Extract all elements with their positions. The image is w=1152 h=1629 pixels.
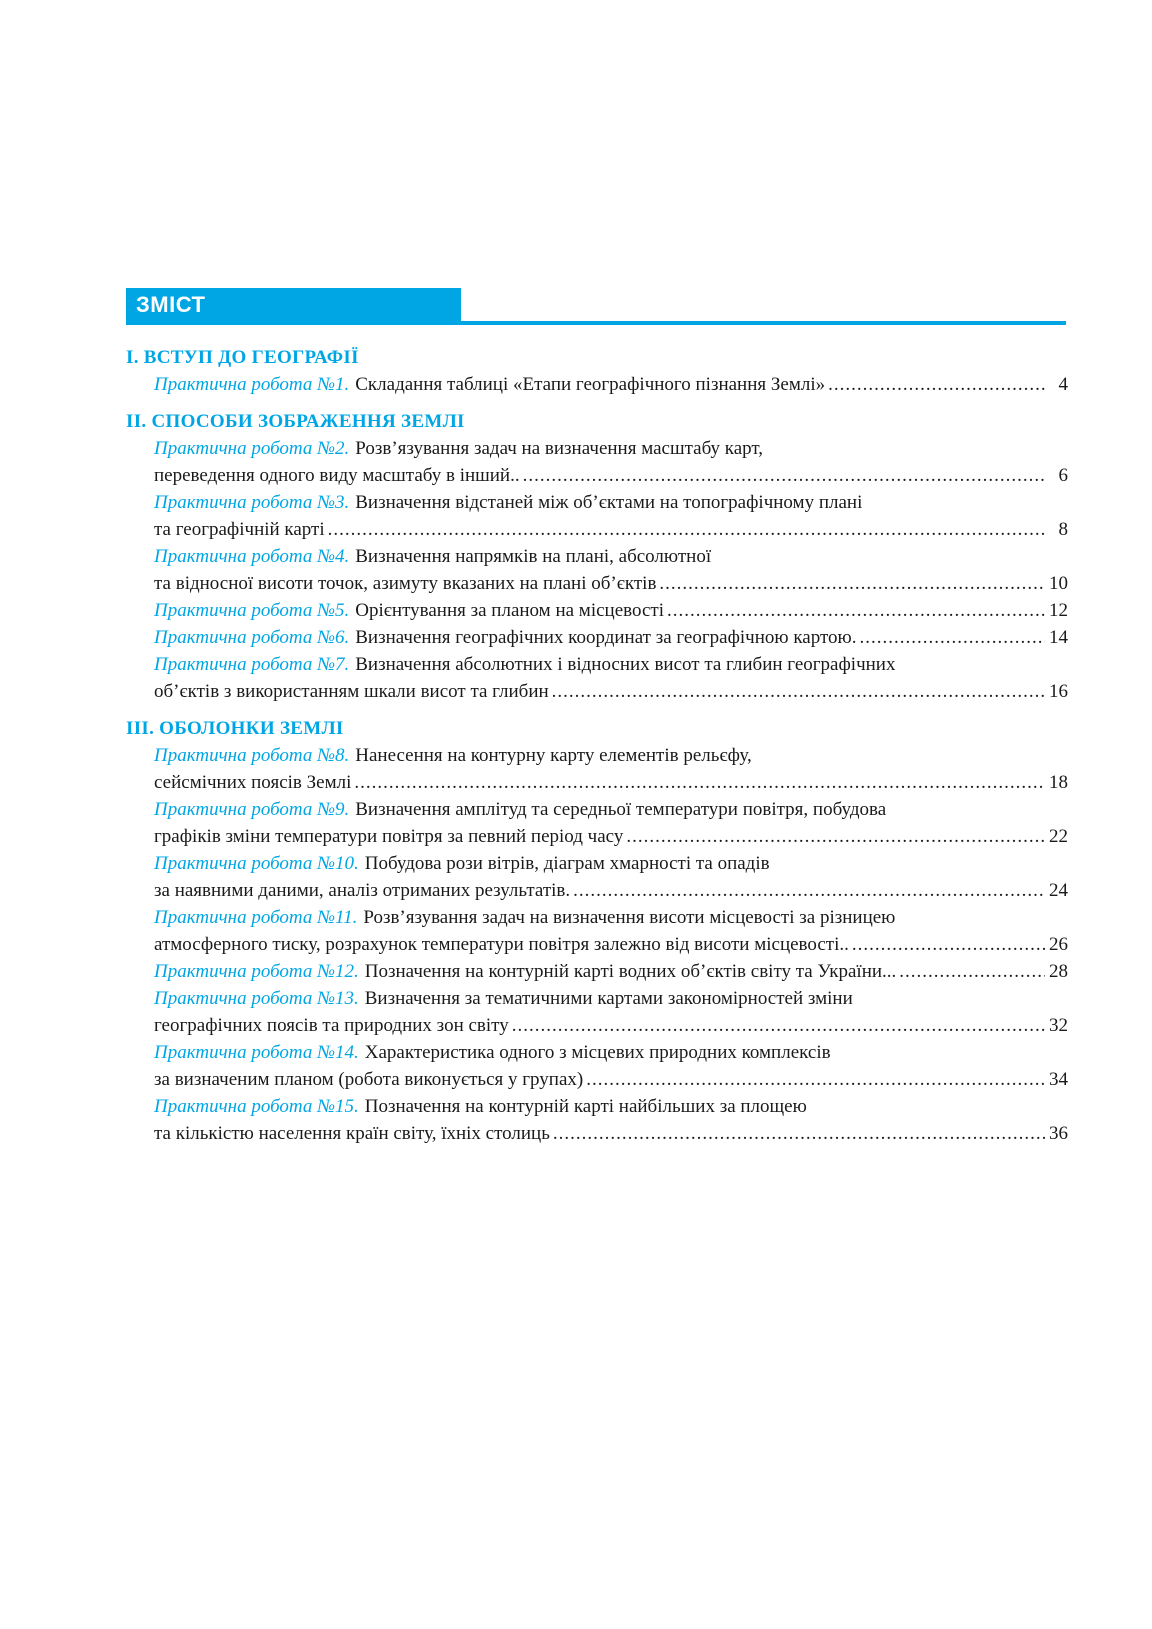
toc-entry-line bbox=[154, 823, 1068, 850]
toc-entry[interactable] bbox=[126, 489, 1068, 543]
page-number: 36 bbox=[1049, 1123, 1068, 1144]
practical-work-label: Практична робота №4. bbox=[154, 546, 350, 567]
toc-entry-text: Характеристика одного з місцевих природних комплексів bbox=[364, 1042, 831, 1063]
toc-entry-line bbox=[154, 985, 1068, 1012]
toc-entry-text: та відносної висоти точок, азимуту вказаних на плані об’єктів bbox=[154, 573, 657, 594]
practical-work-label: Практична робота №15. bbox=[154, 1096, 359, 1117]
toc-entry-text: Позначення на контурній карті водних об’єктів світу та України... bbox=[364, 961, 897, 982]
practical-work-label: Практична робота №7. bbox=[154, 654, 350, 675]
toc-entry-text: та кількістю населення країн світу, їхніх столиць bbox=[154, 1123, 550, 1144]
toc-entry-line bbox=[154, 742, 1068, 769]
toc-entry-line bbox=[154, 769, 1068, 796]
toc-entry-text: атмосферного тиску, розрахунок температури повітря залежно від висоти місцевості.. bbox=[154, 934, 849, 955]
page-number: 8 bbox=[1058, 519, 1068, 540]
toc-section bbox=[126, 715, 1068, 1147]
toc-entry-text: Побудова рози вітрів, діаграм хмарності та опадів bbox=[364, 853, 770, 874]
toc-entry-text: Визначення географічних координат за географічною картою. bbox=[355, 627, 857, 648]
toc-entry[interactable] bbox=[126, 371, 1068, 398]
toc-entry-text: Позначення на контурній карті найбільших за площею bbox=[364, 1096, 807, 1117]
toc-entry-text: Розв’язування задач на визначення масштабу карт, bbox=[355, 438, 764, 459]
toc-section bbox=[126, 344, 1068, 398]
toc-entry[interactable] bbox=[126, 796, 1068, 850]
page-number: 12 bbox=[1049, 600, 1068, 621]
toc-entry-text: графіків зміни температури повітря за певний період часу bbox=[154, 826, 624, 847]
toc-entry-text: Орієнтування за планом на місцевості bbox=[355, 600, 664, 621]
page-number: 34 bbox=[1049, 1069, 1068, 1090]
toc-entry-text: Розв’язування задач на визначення висоти місцевості за різницею bbox=[363, 907, 896, 928]
practical-work-label: Практична робота №2. bbox=[154, 438, 350, 459]
page-number: 14 bbox=[1049, 627, 1068, 648]
toc-entry-line bbox=[154, 651, 1068, 678]
dot-leader bbox=[354, 769, 1045, 796]
toc-entry-line bbox=[154, 1039, 1068, 1066]
toc-entry-line bbox=[154, 1120, 1068, 1147]
toc-entry[interactable] bbox=[126, 543, 1068, 597]
toc-entry[interactable] bbox=[126, 1039, 1068, 1093]
toc-entry-line bbox=[154, 931, 1068, 958]
page-number: 18 bbox=[1049, 772, 1068, 793]
toc-entry[interactable] bbox=[126, 597, 1068, 624]
toc-entry-line bbox=[154, 543, 1068, 570]
dot-leader bbox=[859, 624, 1045, 651]
toc-entry[interactable] bbox=[126, 651, 1068, 705]
toc-entry-text: Визначення за тематичними картами закономірностей зміни bbox=[364, 988, 853, 1009]
toc-entry-text: Визначення амплітуд та середньої температури повітря, побудова bbox=[355, 799, 887, 820]
toc-entry-line bbox=[154, 570, 1068, 597]
toc-entry-line bbox=[154, 489, 1068, 516]
toc-entry-line bbox=[154, 624, 1068, 651]
toc-entry-text: Нанесення на контурну карту елементів рельєфу, bbox=[355, 745, 752, 766]
toc-entry-line bbox=[154, 1066, 1068, 1093]
dot-leader bbox=[552, 678, 1045, 705]
toc-header-rule bbox=[126, 321, 1066, 325]
toc-entry-line bbox=[154, 796, 1068, 823]
page-number: 16 bbox=[1049, 681, 1068, 702]
dot-leader bbox=[899, 958, 1045, 985]
toc-header bbox=[126, 288, 1066, 326]
toc-entry[interactable] bbox=[126, 742, 1068, 796]
dot-leader bbox=[328, 516, 1045, 543]
toc-entry-text: Визначення відстаней між об’єктами на топографічному плані bbox=[355, 492, 863, 513]
dot-leader bbox=[659, 570, 1045, 597]
page-number: 6 bbox=[1058, 465, 1068, 486]
practical-work-label: Практична робота №5. bbox=[154, 600, 350, 621]
toc-entry-line bbox=[154, 1093, 1068, 1120]
dot-leader bbox=[852, 931, 1045, 958]
practical-work-label: Практична робота №10. bbox=[154, 853, 359, 874]
toc-entry[interactable] bbox=[126, 1093, 1068, 1147]
toc-entry-line bbox=[154, 850, 1068, 877]
dot-leader bbox=[573, 877, 1045, 904]
toc-entry-text: переведення одного виду масштабу в інший.. bbox=[154, 465, 520, 486]
dot-leader bbox=[667, 597, 1045, 624]
dot-leader bbox=[523, 462, 1045, 489]
toc-entry[interactable] bbox=[126, 904, 1068, 958]
page-number: 28 bbox=[1049, 961, 1068, 982]
toc-entry-text: за наявними даними, аналіз отриманих результатів. bbox=[154, 880, 571, 901]
toc-entry-line bbox=[154, 678, 1068, 705]
practical-work-label: Практична робота №14. bbox=[154, 1042, 359, 1063]
toc-sections bbox=[126, 344, 1068, 1157]
toc-entry[interactable] bbox=[126, 958, 1068, 985]
toc-entry-line bbox=[154, 371, 1068, 398]
toc-entry-line bbox=[154, 516, 1068, 543]
page-number: 10 bbox=[1049, 573, 1068, 594]
toc-entry-text: Визначення абсолютних і відносних висот та глибин географічних bbox=[355, 654, 896, 675]
page-number: 22 bbox=[1049, 826, 1068, 847]
dot-leader bbox=[626, 823, 1045, 850]
toc-entry-text: об’єктів з використанням шкали висот та глибин bbox=[154, 681, 549, 702]
toc-entry[interactable] bbox=[126, 435, 1068, 489]
practical-work-label: Практична робота №12. bbox=[154, 961, 359, 982]
page-number: 26 bbox=[1049, 934, 1068, 955]
toc-entry-text: географічних поясів та природних зон світу bbox=[154, 1015, 509, 1036]
page-number: 32 bbox=[1049, 1015, 1068, 1036]
practical-work-label: Практична робота №8. bbox=[154, 745, 350, 766]
toc-title: ЗМІСТ bbox=[136, 292, 206, 317]
dot-leader bbox=[553, 1120, 1045, 1147]
dot-leader bbox=[586, 1066, 1045, 1093]
practical-work-label: Практична робота №13. bbox=[154, 988, 359, 1009]
toc-entry-text: Складання таблиці «Етапи географічного пізнання Землі» bbox=[355, 374, 826, 395]
toc-entry-text: та географічній карті bbox=[154, 519, 325, 540]
toc-entry-text: сейсмічних поясів Землі bbox=[154, 772, 352, 793]
dot-leader bbox=[828, 371, 1045, 398]
toc-section bbox=[126, 408, 1068, 705]
toc-entry-line bbox=[154, 877, 1068, 904]
practical-work-label: Практична робота №6. bbox=[154, 627, 350, 648]
section-title: ІІ. СПОСОБИ ЗОБРАЖЕННЯ ЗЕМЛІ bbox=[126, 411, 465, 432]
page-number: 4 bbox=[1058, 374, 1068, 395]
toc-entry-line bbox=[154, 462, 1068, 489]
section-title: ІІІ. ОБОЛОНКИ ЗЕМЛІ bbox=[126, 718, 344, 739]
toc-entry-text: Визначення напрямків на плані, абсолютної bbox=[355, 546, 712, 567]
toc-entry-line bbox=[154, 435, 1068, 462]
dot-leader bbox=[512, 1012, 1045, 1039]
toc-entry-line bbox=[154, 958, 1068, 985]
practical-work-label: Практична робота №1. bbox=[154, 374, 350, 395]
toc-entry-line bbox=[154, 597, 1068, 624]
toc-entry-line bbox=[154, 1012, 1068, 1039]
toc-entry[interactable] bbox=[126, 624, 1068, 651]
toc-entry-line bbox=[154, 904, 1068, 931]
practical-work-label: Практична робота №11. bbox=[154, 907, 358, 928]
toc-entry[interactable] bbox=[126, 985, 1068, 1039]
page-number: 24 bbox=[1049, 880, 1068, 901]
section-title: І. ВСТУП ДО ГЕОГРАФІЇ bbox=[126, 347, 359, 368]
toc-entry-text: за визначеним планом (робота виконується у групах) bbox=[154, 1069, 584, 1090]
practical-work-label: Практична робота №9. bbox=[154, 799, 350, 820]
toc-entry[interactable] bbox=[126, 850, 1068, 904]
practical-work-label: Практична робота №3. bbox=[154, 492, 350, 513]
